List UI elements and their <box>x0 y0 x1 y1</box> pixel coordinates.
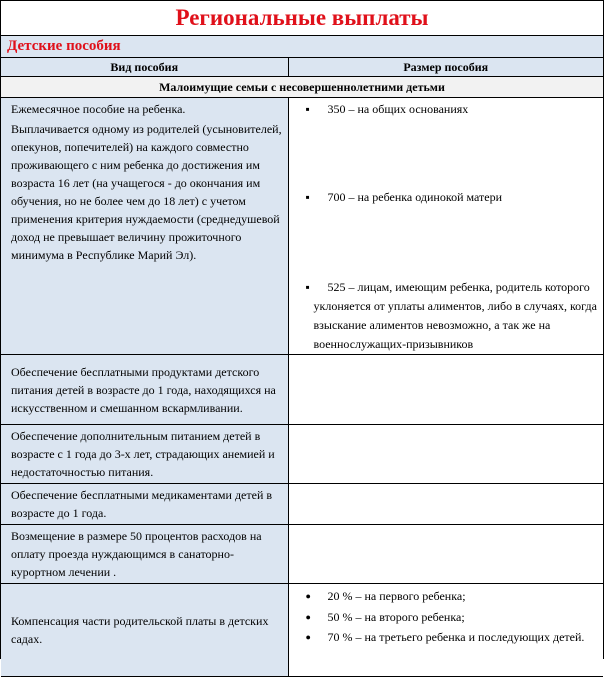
table-row <box>1 484 603 525</box>
benefit-kind-cell: Обеспечение бесплатными медикаментами детей в возрасте до 1 года. <box>1 484 288 525</box>
table-row <box>1 98 603 355</box>
bullet-icon: ▪ <box>305 190 310 204</box>
table-row <box>1 584 603 677</box>
bullet-icon: ▪ <box>305 102 310 116</box>
benefit-kind-cell <box>1 98 288 355</box>
benefit-kind-description: Выплачивается одному из родителей (усыновителей, опекунов, попечителей) на каждого совместно проживающего с ним ребенка до достижения им возраста 16 лет (на учащегося - до окончания им обучения, но не более чем до 18 лет) с учетом применения критерия нуждаемости (среднедушевой доход не превышает величину прожиточного минимума в Республике Марий Эл). <box>11 122 282 262</box>
section-subtitle: Детские пособия <box>1 36 603 58</box>
benefit-amount-cell <box>288 98 603 355</box>
benefit-amount-cell <box>288 525 603 584</box>
column-header-kind: Вид пособия <box>1 58 288 77</box>
table-row <box>1 355 603 425</box>
benefit-kind-title: Ежемесячное пособие на ребенка. <box>11 102 186 116</box>
bullet-icon: ● <box>305 612 311 622</box>
table-row <box>1 425 603 484</box>
bullet-icon: ● <box>305 632 311 642</box>
bullet-icon: ● <box>305 591 311 601</box>
benefit-kind-cell: Обеспечение дополнительным питанием детей в возрасте с 1 года до 3-х лет, страдающих анемией и недостаточностью питания. <box>1 425 288 484</box>
bullet-icon: ▪ <box>305 280 310 294</box>
benefits-table <box>1 58 603 677</box>
amount-item: ● 20 % – на первого ребенка; <box>289 586 600 607</box>
group-header-label: Малоимущие семьи с несовершеннолетними детьми <box>1 77 603 98</box>
amount-item: ▪ 525 – лицам, имеющим ребенка, родитель которого уклоняется от уплаты алиментов, либо в случаях, когда взыскание алиментов невозможно, а так же на военнослужащих-призывников <box>305 280 597 351</box>
table-header-row <box>1 58 603 77</box>
benefit-kind-cell: Возмещение в размере 50 процентов расходов на оплату проезда нуждающимся в санаторно-курортном лечении . <box>1 525 288 584</box>
group-header-row <box>1 77 603 98</box>
table-row <box>1 525 603 584</box>
benefit-amount-cell <box>288 484 603 525</box>
amount-item: ▪ 350 – на общих основаниях <box>305 102 469 116</box>
column-header-amount: Размер пособия <box>288 58 603 77</box>
amount-item: ▪ 700 – на ребенка одинокой матери <box>305 190 503 204</box>
benefit-kind-cell: Обеспечение бесплатными продуктами детского питания детей в возрасте до 1 года, находящихся на искусственном и смешанном вскармливании. <box>1 355 288 425</box>
benefit-amount-cell <box>288 355 603 425</box>
benefit-amount-cell <box>288 584 603 677</box>
benefit-kind-cell: Компенсация части родительской платы в детских садах. <box>1 584 288 677</box>
page-title: Региональные выплаты <box>1 1 603 36</box>
amount-item: ● 50 % – на второго ребенка; <box>289 607 600 628</box>
amount-item: ● 70 % – на третьего ребенка и последующих детей. <box>289 628 600 647</box>
benefit-amount-cell <box>288 425 603 484</box>
